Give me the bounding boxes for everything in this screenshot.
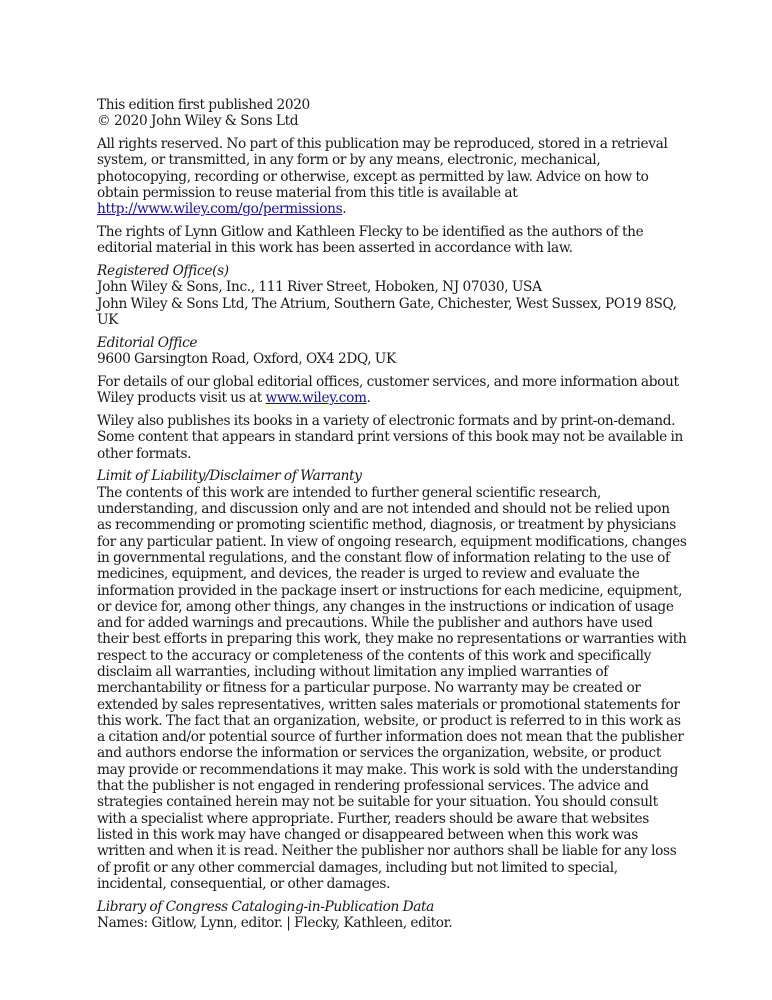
editorial-office-block [97,335,687,368]
cip-names: Names: Gitlow, Lynn, editor. | Flecky, Kathleen, editor. [97,914,453,931]
edition-block [97,97,687,130]
copyright-line: © 2020 John Wiley & Sons Ltd [97,113,299,130]
global-offices-paragraph [97,374,687,407]
copyright-page [97,97,687,931]
formats-paragraph: Wiley also publishes its books in a variety of electronic formats and by print-on-demand. Some content that appears in standard print versions of this book may not be available in other formats. [97,413,683,462]
authors-rights-paragraph: The rights of Lynn Gitlow and Kathleen Flecky to be identified as the authors of the editorial material in this work has been asserted in accordance with law. [97,224,644,257]
wiley-website-link[interactable]: www.wiley.com [265,390,367,407]
global-offices-text-end: . [366,390,371,407]
cip-block [97,899,687,932]
rights-text-end: . [342,201,347,218]
disclaimer-heading: Limit of Liability/Disclaimer of Warranty [97,468,362,485]
rights-text: All rights reserved. No part of this publication may be reproduced, stored in a retrieval system, or transmitted, in any form or by any means, electronic, mechanical, photocopying, recording or otherwise, except as permitted by law. Advice on how to obtain permission to reuse material from this title is available at [97,136,668,201]
permissions-link[interactable]: http://www.wiley.com/go/permissions [97,201,343,218]
registered-office-line-2: John Wiley & Sons Ltd, The Atrium, Southern Gate, Chichester, West Sussex, PO19 8SQ, UK [97,295,677,329]
registered-office-block [97,263,687,328]
rights-paragraph [97,136,687,217]
disclaimer-body: The contents of this work are intended to further general scientific research, understanding, and discussion only and are not intended and should not be relied upon as recommending or promoting scientific method, diagnosis, or treatment by physicians for any particular patient. In view of ongoing research, equipment modifications, changes in governmental regulations, and the constant flow of information relating to the use of medicines, equipment, and devices, the reader is urged to review and evaluate the information provided in the package insert or instructions for each medicine, equipment, or device for, among other things, any changes in the instructions or indication of usage and for added warnings and precautions. While the publisher and authors have used their best efforts in preparing this work, they make no representations or warranties with respect to the accuracy or completeness of the contents of this work and specifically disclaim all warranties, including without limitation any implied warranties of merchantability or fitness for a particular purpose. No warranty may be created or extended by sales representatives, written sales materials or promotional statements for this work. The fact that an organization, website, or product is referred to in this work as a citation and/or potential source of further information does not mean that the publisher and authors endorse the information or services the organization, website, or product may provide or recommendations it may make. This work is sold with the understanding that the publisher is not engaged in rendering professional services. The advice and strategies contained herein may not be suitable for your situation. You should consult with a specialist where appropriate. Further, readers should be aware that websites listed in this work may have changed or disappeared between when this work was written and when it is read. Neither the publisher nor authors shall be liable for any loss of profit or any other commercial damages, including but not limited to special, incidental, consequential, or other damages. [97,484,687,892]
editorial-office-heading: Editorial Office [97,334,198,351]
registered-office-line-1: John Wiley & Sons, Inc., 111 River Street, Hoboken, NJ 07030, USA [97,279,542,296]
global-offices-text: For details of our global editorial offices, customer services, and more information about Wiley products visit us at [97,373,679,407]
editorial-office-address: 9600 Garsington Road, Oxford, OX4 2DQ, UK [97,351,396,368]
cip-heading: Library of Congress Cataloging-in-Publication Data [97,898,434,915]
first-published-line: This edition first published 2020 [97,97,310,113]
disclaimer-block [97,468,687,892]
registered-office-heading: Registered Office(s) [97,263,229,280]
